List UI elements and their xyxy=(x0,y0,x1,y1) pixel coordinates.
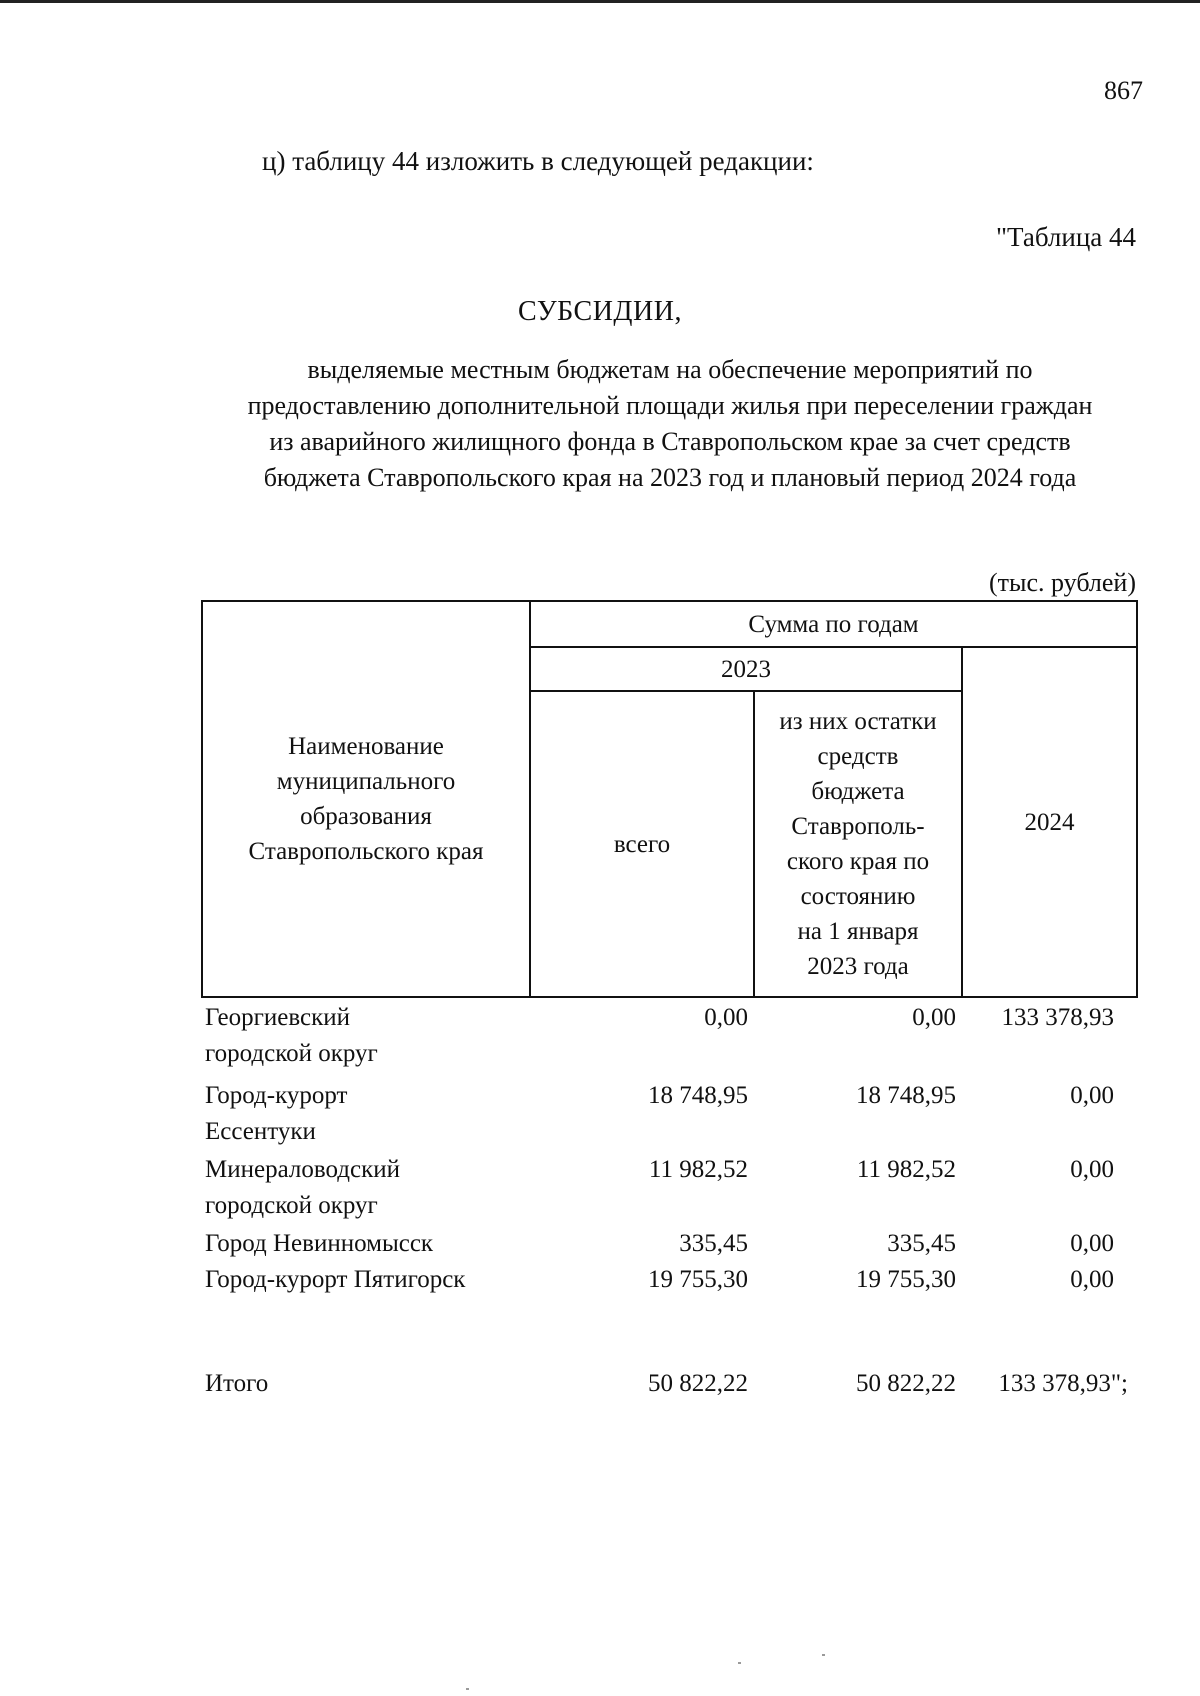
cell-2024: 0,00 xyxy=(1070,1082,1114,1109)
cell-total: 18 748,95 xyxy=(648,1082,748,1109)
cell-2024: 0,00 xyxy=(1070,1266,1114,1293)
row-name: Георгиевский городской округ xyxy=(205,1004,378,1067)
intro-text: ц) таблицу 44 изложить в следующей редакции: xyxy=(262,146,814,176)
cell-remainder: 18 748,95 xyxy=(856,1082,956,1109)
subtitle-line: предоставлению дополнительной площади жилья при переселении граждан xyxy=(247,391,1093,420)
cell-total: 0,00 xyxy=(704,1004,748,1031)
cell-total: 19 755,30 xyxy=(648,1266,748,1293)
table-header xyxy=(201,600,1138,998)
cell-total: 335,45 xyxy=(679,1230,748,1257)
table-label: "Таблица 44 xyxy=(996,222,1136,252)
subtitle-line: бюджета Ставропольского края на 2023 год и плановый период 2024 года xyxy=(263,463,1077,492)
scan-top-edge xyxy=(0,0,1200,3)
total-row-name: Итого xyxy=(205,1370,269,1397)
cell-2024: 0,00 xyxy=(1070,1156,1114,1183)
header-year-2023: 2023 xyxy=(530,647,962,691)
header-sum-by-years: Сумма по годам xyxy=(530,601,1137,647)
total-cell-remainder: 50 822,22 xyxy=(856,1370,956,1397)
doc-title: СУБСИДИИ, xyxy=(518,296,682,327)
cell-total: 11 982,52 xyxy=(648,1156,748,1183)
total-cell-total: 50 822,22 xyxy=(648,1370,748,1397)
scan-speck xyxy=(738,1662,741,1664)
units-label: (тыс. рублей) xyxy=(988,568,1136,597)
header-municipality: Наименование муниципального образования Ставропольского края xyxy=(202,601,530,997)
cell-remainder: 19 755,30 xyxy=(856,1266,956,1293)
header-year-2024: 2024 xyxy=(962,647,1137,997)
row-name: Город Невинномысск xyxy=(205,1230,434,1257)
cell-remainder: 0,00 xyxy=(912,1004,956,1031)
cell-remainder: 11 982,52 xyxy=(856,1156,956,1183)
cell-2024: 133 378,93 xyxy=(1001,1004,1114,1031)
cell-2024: 0,00 xyxy=(1070,1230,1114,1257)
scan-speck xyxy=(822,1654,825,1656)
subtitle-line: из аварийного жилищного фонда в Ставропольском крае за счет средств xyxy=(269,427,1071,456)
doc-subtitle xyxy=(190,352,1150,496)
scan-speck xyxy=(466,1688,469,1690)
row-name: Город-курорт Пятигорск xyxy=(205,1266,466,1293)
header-total: всего xyxy=(530,691,754,997)
page-number: 867 xyxy=(1104,76,1143,105)
header-remainder: из них остатки средств бюджета Ставрополь- ского края по состоянию на 1 января 2023 года xyxy=(754,691,962,997)
total-cell-2024: 133 378,93"; xyxy=(998,1370,1128,1397)
row-name: Город-курорт Ессентуки xyxy=(205,1082,348,1145)
row-name: Минераловодский городской округ xyxy=(205,1156,401,1219)
subtitle-line: выделяемые местным бюджетам на обеспечение мероприятий по xyxy=(307,355,1033,384)
cell-remainder: 335,45 xyxy=(887,1230,956,1257)
